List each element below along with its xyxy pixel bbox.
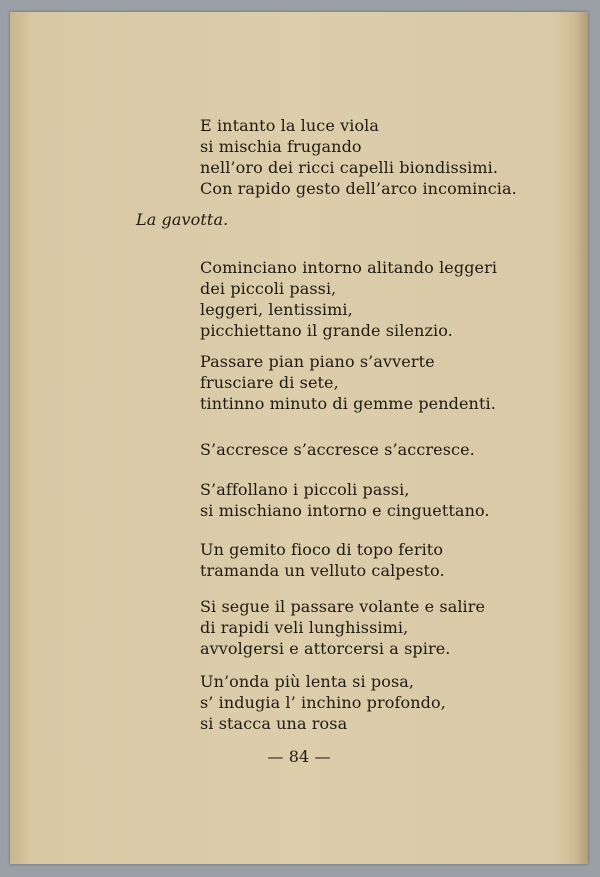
stanza-5: [200, 539, 445, 581]
poem-line: nell’oro dei ricci capelli biondissimi.: [200, 158, 499, 177]
poem-line: tintinno minuto di gemme pendenti.: [200, 394, 496, 413]
poem-line: E intanto la luce viola: [200, 116, 380, 135]
poem-line: si mischia frugando: [200, 137, 362, 156]
stanza-intro: [200, 115, 517, 199]
poem-line: Cominciano intorno alitando leggeri: [200, 258, 498, 277]
stanza-1: [200, 257, 497, 341]
poem-line: Si segue il passare volante e salire: [200, 597, 486, 616]
poem-line: di rapidi veli lunghissimi,: [200, 618, 409, 637]
poem-line: Un gemito fioco di topo ferito: [200, 540, 444, 559]
stanza-6: [200, 596, 485, 659]
poem-line: frusciare di sete,: [200, 373, 339, 392]
page-number: — 84 —: [267, 747, 331, 766]
book-page: [10, 12, 588, 864]
stanza-4: [200, 479, 490, 521]
poem-line: Passare pian piano s’avverte: [200, 352, 435, 371]
poem-line: si mischiano intorno e cinguettano.: [200, 501, 490, 520]
poem-line: dei piccoli passi,: [200, 279, 337, 298]
poem-line: avvolgersi e attorcersi a spire.: [200, 639, 451, 658]
section-heading: La gavotta.: [136, 210, 229, 229]
poem-line: s’ indugia l’ inchino profondo,: [200, 693, 446, 712]
poem-line: S’affollano i piccoli passi,: [200, 480, 410, 499]
stanza-7: [200, 671, 446, 734]
poem-line: picchiettano il grande silenzio.: [200, 321, 453, 340]
poem-line: Un’onda più lenta si posa,: [200, 672, 415, 691]
poem-line: S’accresce s’accresce s’accresce.: [200, 440, 475, 459]
poem-line: tramanda un velluto calpesto.: [200, 561, 445, 580]
poem-line: Con rapido gesto dell’arco incomincia.: [200, 179, 517, 198]
poem-body: [10, 12, 588, 864]
stanza-3: [200, 439, 475, 460]
poem-line: si stacca una rosa: [200, 714, 348, 733]
poem-line: leggeri, lentissimi,: [200, 300, 353, 319]
stanza-2: [200, 351, 496, 414]
